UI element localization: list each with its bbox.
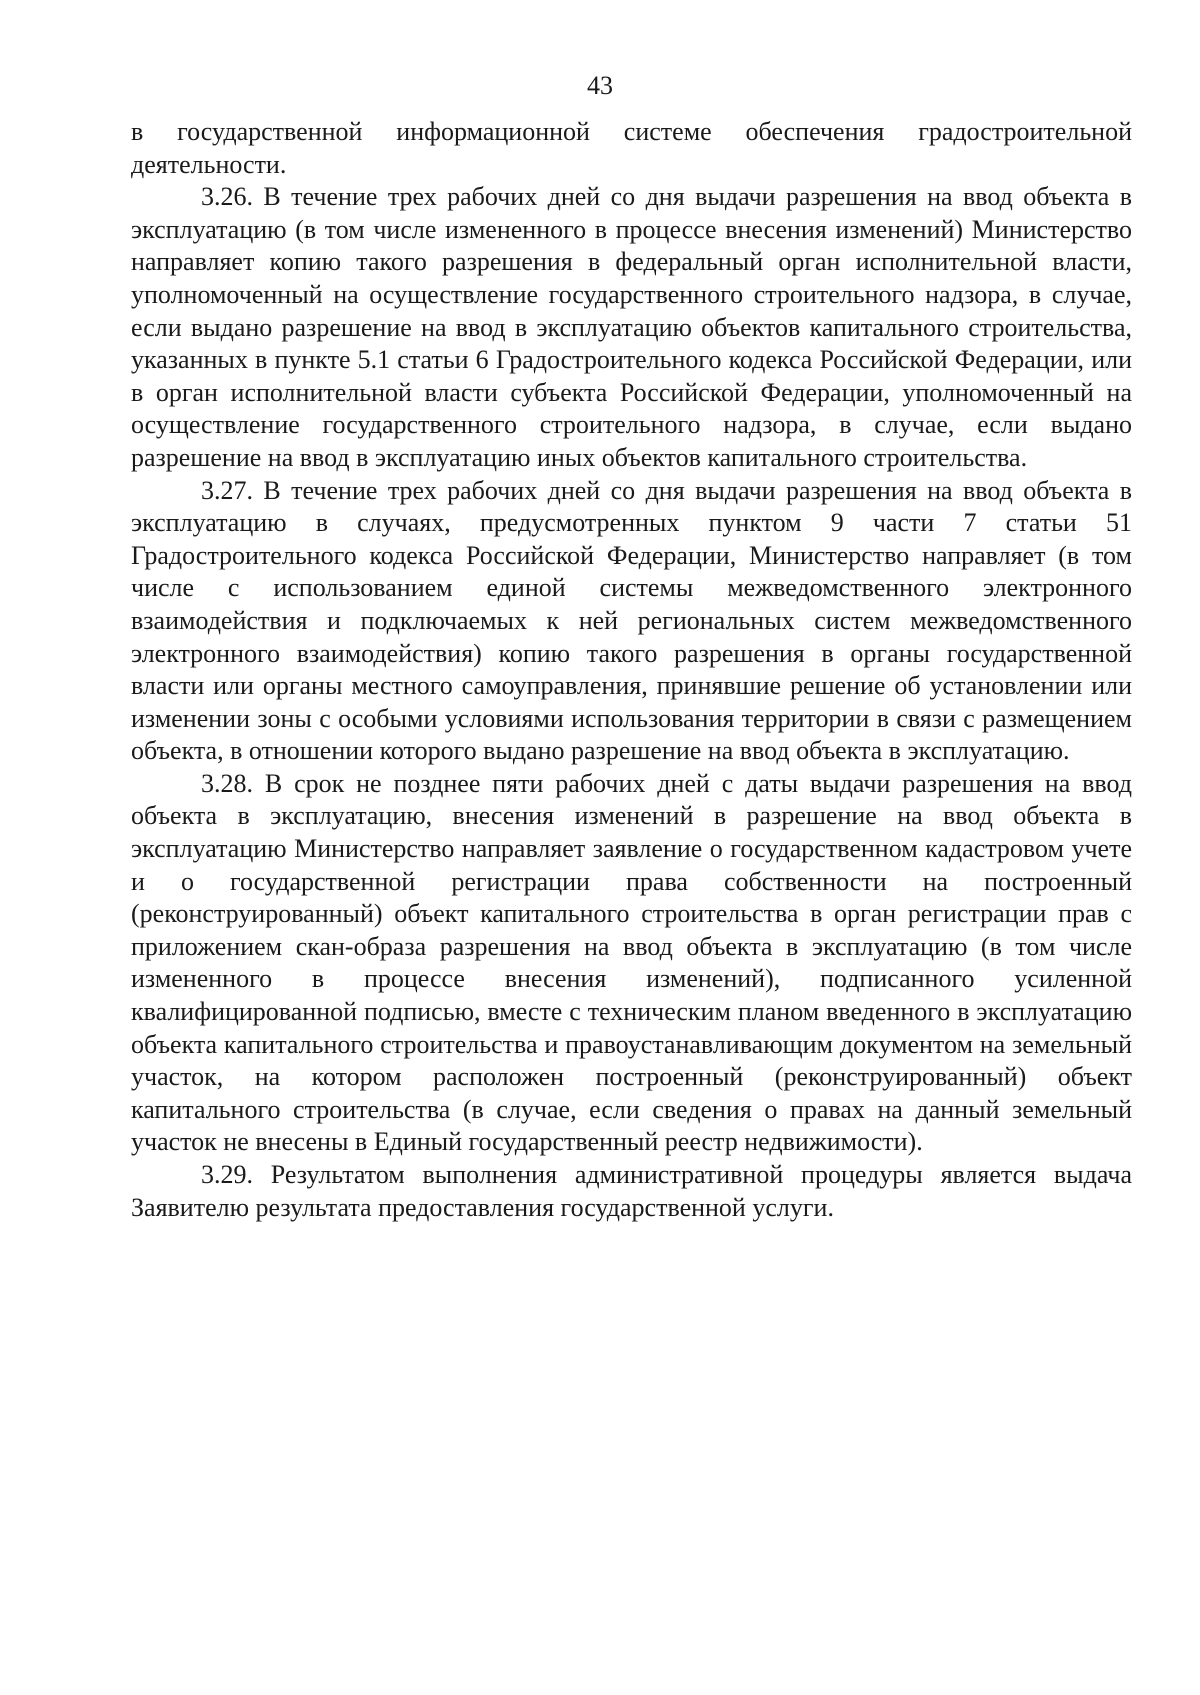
page-number: 43 [587, 71, 613, 100]
paragraph-3-26: 3.26. В течение трех рабочих дней со дня выдачи разрешения на ввод объекта в эксплуатацию (в том числе измененного в процессе внесения изменений) Министерство направляет копию такого разрешения в федеральный орган исполнительной власти, уполномоченный на осуществление государственного строительного надзора, в случае, если выдано разрешение на ввод в эксплуатацию объектов капитального строительства, указанных в пункте 5.1 статьи 6 Градостроительного кодекса Российской Федерации, или в орган исполнительной власти субъекта Российской Федерации, уполномоченный на осуществление государственного строительного надзора, в случае, если выдано разрешение на ввод в эксплуатацию иных объектов капитального строительства. [131, 182, 1132, 472]
document-body [131, 116, 1132, 1224]
paragraph-3-29: 3.29. Результатом выполнения административной процедуры является выдача Заявителю результата предоставления государственной услуги. [131, 1160, 1132, 1222]
paragraph-3-28: 3.28. В срок не позднее пяти рабочих дней с даты выдачи разрешения на ввод объекта в эксплуатацию, внесения изменений в разрешение на ввод объекта в эксплуатацию Министерство направляет заявление о государственном кадастровом учете и о государственной регистрации права собственности на построенный (реконструированный) объект капитального строительства в орган регистрации прав с приложением скан-образа разрешения на ввод объекта в эксплуатацию (в том числе измененного в процессе внесения изменений), подписанного усиленной квалифицированной подписью, вместе с техническим планом введенного в эксплуатацию объекта капитального строительства и правоустанавливающим документом на земельный участок, на котором расположен построенный (реконструированный) объект капитального строительства (в случае, если сведения о правах на данный земельный участок не внесены в Единый государственный реестр недвижимости). [131, 768, 1132, 1157]
paragraph-3-27: 3.27. В течение трех рабочих дней со дня выдачи разрешения на ввод объекта в эксплуатацию в случаях, предусмотренных пунктом 9 части 7 статьи 51 Градостроительного кодекса Российской Федерации, Министерство направляет (в том числе с использованием единой системы межведомственного электронного взаимодействия и подключаемых к ней региональных систем межведомственного электронного взаимодействия) копию такого разрешения в органы государственной власти или органы местного самоуправления, принявшие решение об установлении или изменении зоны с особыми условиями использования территории в связи с размещением объекта, в отношении которого выдано разрешение на ввод объекта в эксплуатацию. [131, 475, 1132, 766]
paragraph-continuation: в государственной информационной системе обеспечения градостроительной деятельности. [131, 117, 1132, 179]
